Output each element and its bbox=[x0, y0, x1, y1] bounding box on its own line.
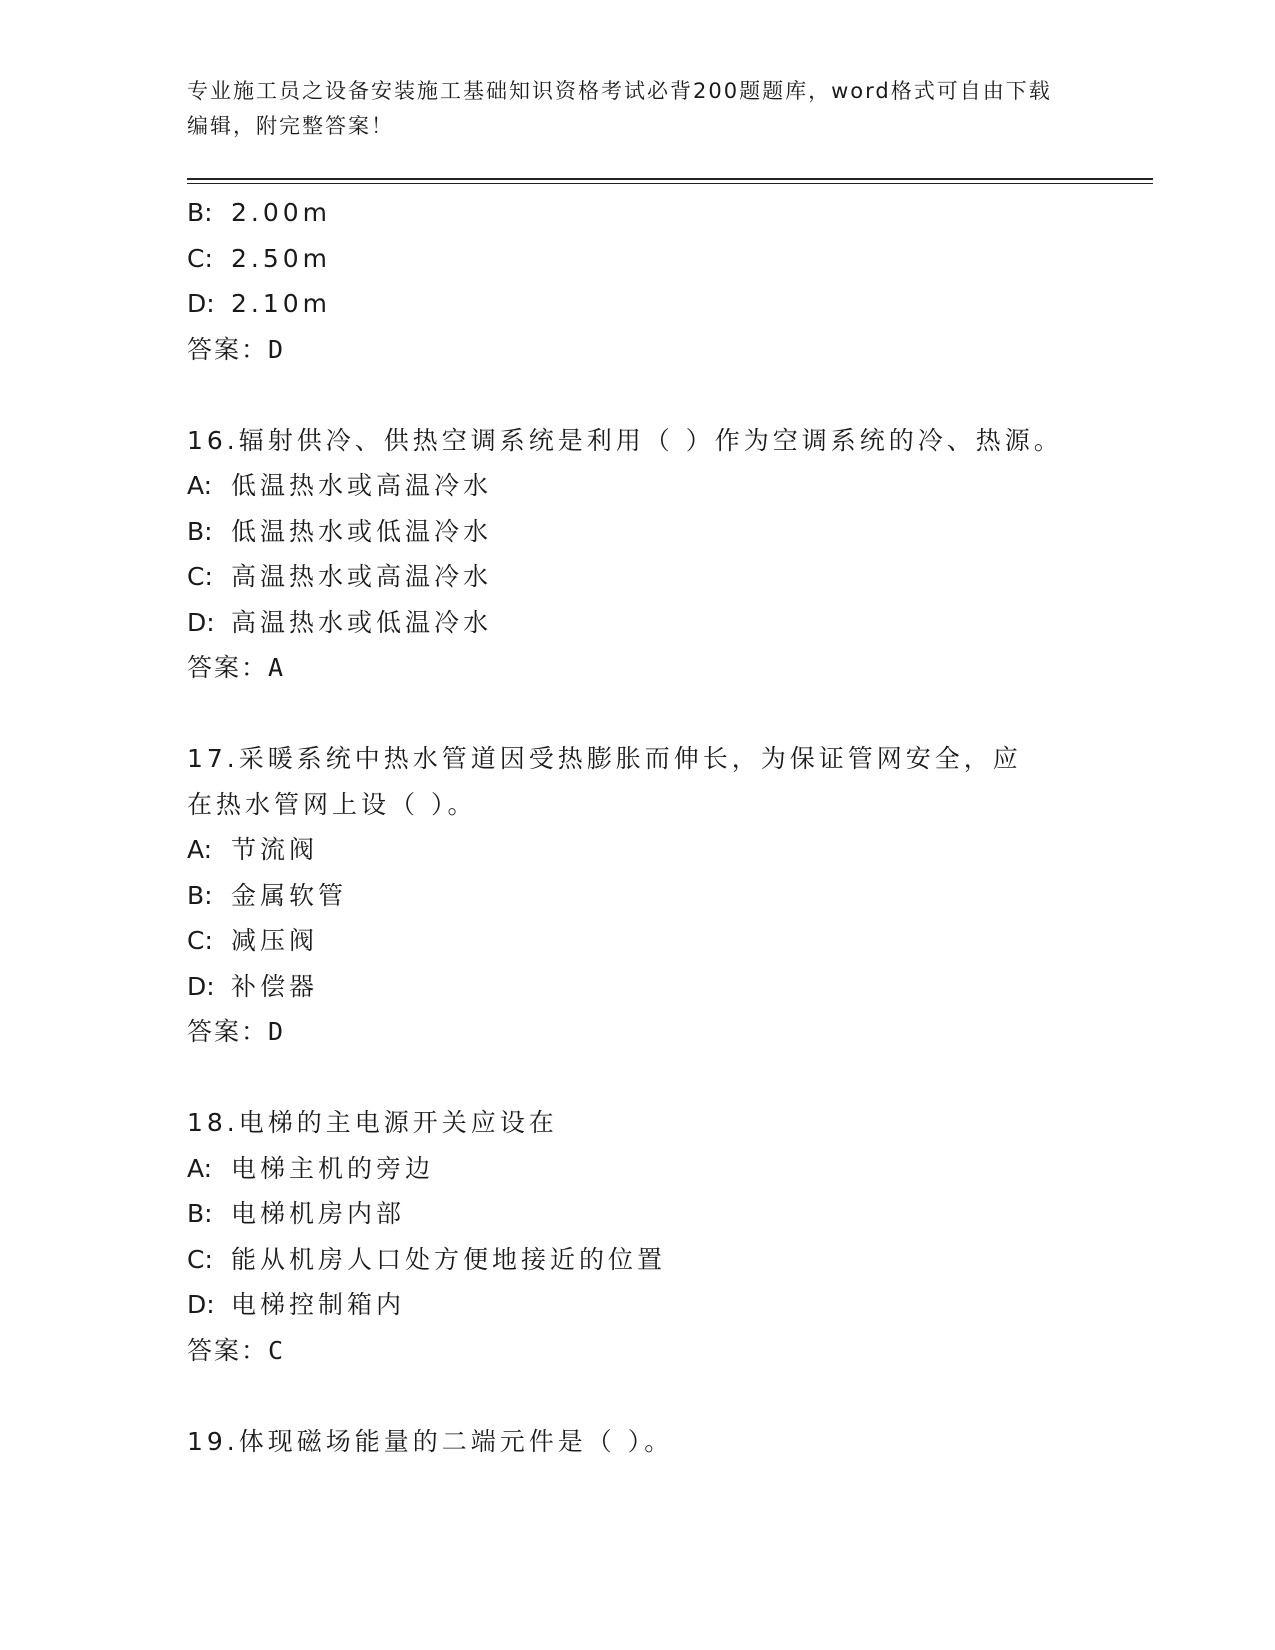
option-b: B: 电梯机房内部 bbox=[187, 1199, 406, 1228]
option-b: B: 金属软管 bbox=[187, 880, 348, 910]
answer-line: 答案：A bbox=[187, 653, 286, 682]
option-c: C: 能从机房人口处方便地接近的位置 bbox=[187, 1244, 667, 1274]
question-text: 16.辐射供冷、供热空调系统是利用（ ）作为空调系统的冷、热源。 bbox=[187, 425, 1063, 455]
answer-line: 答案：D bbox=[187, 1017, 286, 1046]
header-divider-thin bbox=[187, 183, 1153, 184]
answer-line: 答案：C bbox=[187, 1335, 286, 1365]
option-c: C: 减压阀 bbox=[187, 926, 319, 955]
header-divider bbox=[187, 178, 1153, 180]
option-d: D: 2.10m bbox=[187, 289, 332, 318]
option-a: A: 电梯主机的旁边 bbox=[187, 1153, 435, 1183]
option-b: B: 2.00m bbox=[187, 198, 332, 227]
option-d: D: 电梯控制箱内 bbox=[187, 1290, 406, 1319]
option-a: A: 低温热水或高温冷水 bbox=[187, 471, 493, 500]
option-c: C: 2.50m bbox=[187, 243, 332, 273]
question-text: 18.电梯的主电源开关应设在 bbox=[187, 1108, 558, 1137]
option-b: B: 低温热水或低温冷水 bbox=[187, 516, 493, 546]
option-a: A: 节流阀 bbox=[187, 835, 319, 864]
question-text: 17.采暖系统中热水管道因受热膨胀而伸长，为保证管网安全，应在热水管网上设（ ）。 bbox=[187, 744, 1022, 819]
question-text: 19.体现磁场能量的二端元件是（ ）。 bbox=[187, 1426, 674, 1456]
document-header: 专业施工员之设备安装施工基础知识资格考试必背200题题库，word格式可自由下载编辑，附完整答案！ bbox=[187, 79, 1052, 138]
answer-line: 答案：D bbox=[187, 334, 286, 364]
question-list bbox=[187, 190, 1087, 1464]
option-d: D: 补偿器 bbox=[187, 971, 319, 1001]
option-d: D: 高温热水或低温冷水 bbox=[187, 607, 493, 637]
option-c: C: 高温热水或高温冷水 bbox=[187, 562, 493, 591]
